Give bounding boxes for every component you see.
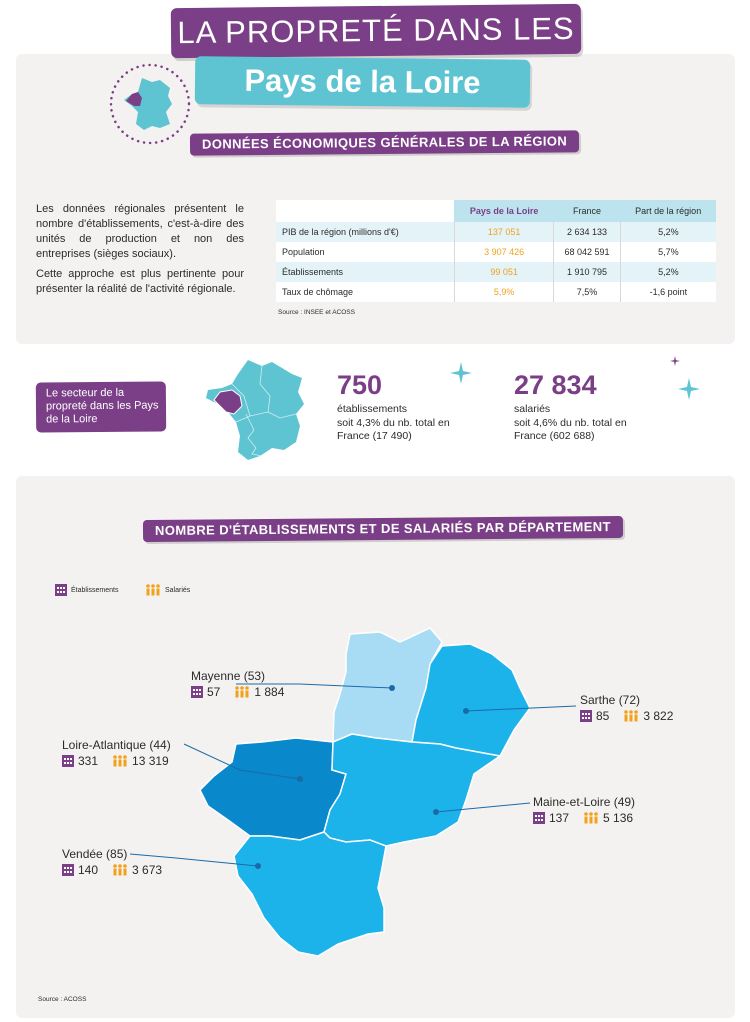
dept-name: Loire-Atlantique (44) [62, 738, 171, 752]
maine-et-loire-marker [433, 809, 439, 815]
map-loire-atlantique [200, 738, 346, 840]
dept-etablissements: 140 [78, 863, 99, 877]
department-source: Source : ACOSS [38, 996, 87, 1003]
dept-etablissements: 57 [207, 685, 221, 699]
table-header: Pays de la Loire [454, 200, 553, 222]
legend-salaries-label: Salariés [165, 586, 191, 594]
people-icon [583, 812, 599, 824]
table-cell: 7,5% [554, 282, 621, 302]
dept-label-mayenne [191, 668, 284, 700]
table-cell: Population [276, 242, 454, 262]
table-cell: 5,7% [620, 242, 716, 262]
dept-etablissements: 137 [549, 811, 570, 825]
dept-label-sarthe [580, 692, 673, 724]
intro-paragraph-2: Cette approche est plus pertinente pour présenter la réalité de l'activité régionale. [36, 268, 244, 295]
table-cell: 68 042 591 [554, 242, 621, 262]
table-header: France [554, 200, 621, 222]
etablissements-detail: soit 4,3% du nb. total en France (17 490) [337, 416, 450, 442]
people-icon [623, 710, 639, 722]
dept-name: Mayenne (53) [191, 669, 266, 683]
etablissements-unit: établissements [337, 403, 408, 415]
table-cell: Taux de chômage [276, 282, 454, 302]
dept-name: Sarthe (72) [580, 693, 641, 707]
table-cell: 2 634 133 [554, 222, 621, 242]
dept-etablissements: 331 [78, 754, 99, 768]
people-icon [112, 755, 128, 767]
dept-label-loire-atlantique [62, 737, 171, 769]
people-icon [112, 864, 128, 876]
region-title: Pays de la Loire [195, 56, 530, 108]
building-icon [62, 864, 74, 876]
dept-salaries: 13 319 [132, 754, 169, 768]
table-cell: 137 051 [454, 222, 553, 242]
table-cell: PIB de la région (millions d'€) [276, 222, 454, 242]
map-vendee [234, 832, 386, 956]
table-cell: 3 907 426 [454, 242, 553, 262]
dept-name: Maine-et-Loire (49) [533, 795, 636, 809]
page-title: LA PROPRETÉ DANS LES [171, 4, 582, 58]
mayenne-marker [389, 685, 395, 691]
sector-label: Le secteur de la propreté dans les Pays de la Loire [36, 381, 166, 432]
dept-salaries: 3 673 [132, 863, 163, 877]
table-cell: 1 910 795 [554, 262, 621, 282]
loire-atlantique-marker [297, 776, 303, 782]
dept-salaries: 1 884 [254, 685, 285, 699]
dept-salaries: 3 822 [643, 709, 674, 723]
people-icon [234, 686, 250, 698]
table-cell: -1,6 point [620, 282, 716, 302]
economy-section-title: DONNÉES ÉCONOMIQUES GÉNÉRALES DE LA RÉGION [190, 130, 579, 155]
table-cell: 5,9% [454, 282, 553, 302]
dept-label-vendee [62, 846, 162, 878]
sarthe-marker [463, 708, 469, 714]
dept-etablissements: 85 [596, 709, 610, 723]
economy-source: Source : INSEE et ACOSS [278, 309, 355, 316]
vendee-marker [255, 863, 261, 869]
dept-salaries: 5 136 [603, 811, 634, 825]
building-icon [533, 812, 545, 824]
etablissements-count: 750 [337, 370, 383, 400]
salaries-unit: salariés [514, 403, 551, 415]
map-maine-et-loire [324, 734, 500, 846]
intro-paragraph-1: Les données régionales présentent le nombre d'établissements, c'est-à-dire des unités de production et non des entreprises (sièges sociaux). [36, 203, 244, 260]
table-cell: 5,2% [620, 262, 716, 282]
dept-name: Vendée (85) [62, 847, 128, 861]
building-icon [62, 755, 74, 767]
table-cell: 5,2% [620, 222, 716, 242]
building-icon [580, 710, 592, 722]
table-header: Part de la région [620, 200, 716, 222]
salaries-detail: soit 4,6% du nb. total en France (602 688) [514, 416, 627, 442]
salaries-count: 27 834 [514, 370, 597, 400]
legend-etablissements-label: Établissements [71, 586, 119, 594]
table-cell: Établissements [276, 262, 454, 282]
dept-label-maine-et-loire [533, 794, 635, 826]
table-cell: 99 051 [454, 262, 553, 282]
building-icon [191, 686, 203, 698]
department-section-title: NOMBRE D'ÉTABLISSEMENTS ET DE SALARIÉS PAR DÉPARTEMENT [143, 516, 623, 542]
